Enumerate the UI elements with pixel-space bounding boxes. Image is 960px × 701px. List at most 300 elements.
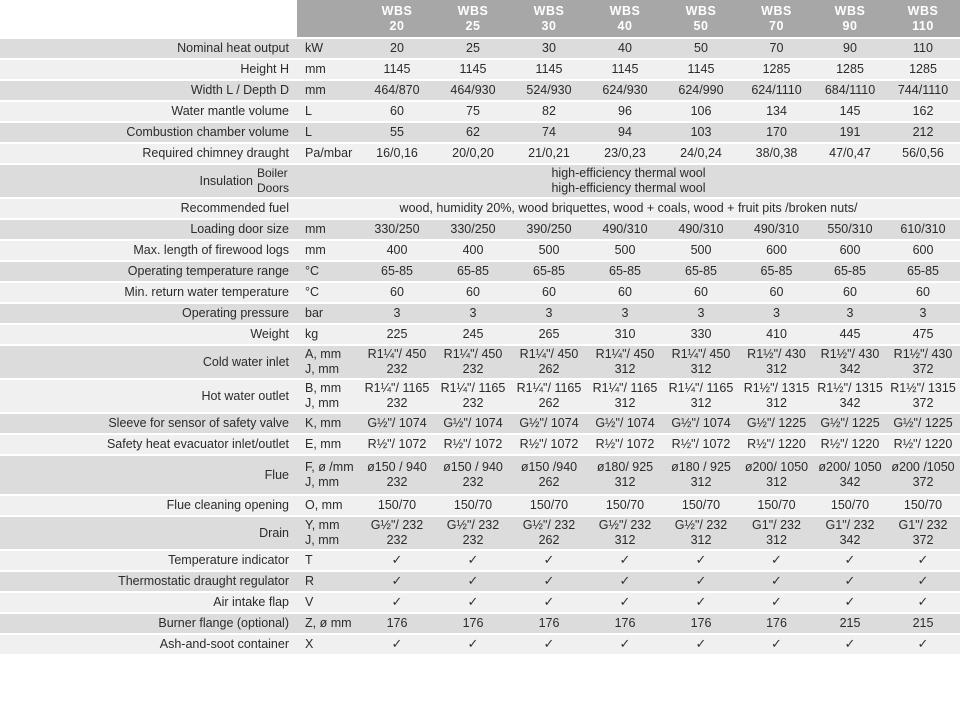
row-value xyxy=(511,517,587,551)
row-value: 330/250 xyxy=(359,220,435,241)
model-number: 50 xyxy=(693,18,709,33)
checkmark-icon: ✓ xyxy=(467,637,479,652)
row-value: 550/310 xyxy=(814,220,886,241)
row-value: 310 xyxy=(587,325,663,346)
row-value: 24/0,24 xyxy=(663,144,739,165)
row-value: 225 xyxy=(359,325,435,346)
row-value xyxy=(663,346,739,380)
spec-row xyxy=(0,456,960,496)
row-label: Drain xyxy=(0,517,297,551)
spec-row xyxy=(0,241,960,262)
checkmark-icon: ✓ xyxy=(771,574,782,589)
checkmark-icon: ✓ xyxy=(771,595,782,610)
value-line2: 312 xyxy=(766,362,787,376)
row-value xyxy=(663,551,739,572)
row-value: 500 xyxy=(663,241,739,262)
spec-row xyxy=(0,496,960,517)
row-value: 490/310 xyxy=(587,220,663,241)
row-value xyxy=(435,346,511,380)
checkmark-icon: ✓ xyxy=(844,553,856,568)
row-value: 1145 xyxy=(587,60,663,81)
row-value xyxy=(886,635,960,656)
row-value xyxy=(359,635,435,656)
row-value: 40 xyxy=(587,39,663,60)
model-header xyxy=(663,0,739,39)
row-label: Thermostatic draught regulator xyxy=(0,572,297,593)
row-value: 96 xyxy=(587,102,663,123)
row-label: Recommended fuel xyxy=(0,199,297,220)
row-value: 20/0,20 xyxy=(435,144,511,165)
row-value: 65-85 xyxy=(435,262,511,283)
model-series: WBS xyxy=(761,3,792,18)
row-value: 50 xyxy=(663,39,739,60)
model-series: WBS xyxy=(685,3,717,18)
insulation-boiler-label: Boiler xyxy=(256,166,288,180)
value-line2: 232 xyxy=(386,362,408,376)
row-value xyxy=(739,380,814,414)
row-value: 25 xyxy=(435,39,511,60)
row-value: 62 xyxy=(435,123,511,144)
checkmark-icon: ✓ xyxy=(391,553,403,568)
value-line2: 262 xyxy=(538,533,560,547)
row-value: 1285 xyxy=(814,60,886,81)
row-value: 74 xyxy=(511,123,587,144)
spec-row xyxy=(0,517,960,551)
value-line1: ø200/ 1050 xyxy=(744,460,809,474)
value-line1: R1¼"/ 1165 xyxy=(592,381,658,395)
row-value xyxy=(587,593,663,614)
value-line2: 312 xyxy=(690,362,712,376)
row-value: 410 xyxy=(739,325,814,346)
row-value: 330 xyxy=(663,325,739,346)
row-value: 65-85 xyxy=(739,262,814,283)
value-line2: 312 xyxy=(690,533,712,547)
value-line1: G1"/ 232 xyxy=(825,518,875,532)
header-blank-unit xyxy=(297,0,359,39)
checkmark-icon: ✓ xyxy=(391,595,403,610)
checkmark-icon: ✓ xyxy=(467,553,479,568)
row-unit: Pa/mbar xyxy=(297,144,359,165)
value-line1: R1½"/ 1315 xyxy=(890,381,956,395)
row-unit-line2: J, mm xyxy=(305,475,340,489)
row-label: Ash-and-soot container xyxy=(0,635,297,656)
value-line1: R1½"/ 1315 xyxy=(743,381,810,395)
row-value: 65-85 xyxy=(359,262,435,283)
value-line1: ø200/ 1050 xyxy=(818,460,882,474)
row-value: 60 xyxy=(739,283,814,304)
model-header xyxy=(587,0,663,39)
checkmark-icon: ✓ xyxy=(695,553,707,568)
row-value: 624/1110 xyxy=(739,81,814,102)
row-value: 500 xyxy=(587,241,663,262)
checkmark-icon: ✓ xyxy=(695,637,707,652)
value-line1: R1¼"/ 450 xyxy=(595,347,655,361)
row-value: 110 xyxy=(886,39,960,60)
value-line1: G½"/ 232 xyxy=(370,518,424,532)
spec-row xyxy=(0,165,960,199)
value-line1: ø180/ 925 xyxy=(596,460,654,474)
checkmark-icon: ✓ xyxy=(619,553,631,568)
row-value xyxy=(511,380,587,414)
spec-row xyxy=(0,435,960,456)
row-value xyxy=(739,517,814,551)
value-line2: 232 xyxy=(462,533,484,547)
row-value: 145 xyxy=(814,102,886,123)
model-header xyxy=(359,0,435,39)
value-line1: R1¼"/ 1165 xyxy=(516,381,582,395)
row-value: 56/0,56 xyxy=(886,144,960,165)
row-value: 1145 xyxy=(511,60,587,81)
row-value: R½"/ 1072 xyxy=(587,435,663,456)
model-header xyxy=(511,0,587,39)
value-line2: 312 xyxy=(690,396,712,410)
row-value: 245 xyxy=(435,325,511,346)
value-line2: 342 xyxy=(839,475,861,489)
row-value: 624/930 xyxy=(587,81,663,102)
row-value: 150/70 xyxy=(435,496,511,517)
value-line1: R1¼"/ 450 xyxy=(671,347,731,361)
row-value xyxy=(435,593,511,614)
model-series: WBS xyxy=(834,3,866,18)
row-value xyxy=(739,456,814,496)
row-value: 20 xyxy=(359,39,435,60)
row-value: 150/70 xyxy=(663,496,739,517)
value-line1: R1¼"/ 1165 xyxy=(440,381,506,395)
row-value: 464/930 xyxy=(435,81,511,102)
row-value xyxy=(814,456,886,496)
row-unit xyxy=(297,380,359,414)
row-unit-line2: J, mm xyxy=(305,396,340,410)
spec-row xyxy=(0,81,960,102)
value-line2: 372 xyxy=(912,533,934,547)
checkmark-icon: ✓ xyxy=(619,574,631,589)
row-label: Combustion chamber volume xyxy=(0,123,297,144)
checkmark-icon: ✓ xyxy=(619,637,631,652)
row-value: 265 xyxy=(511,325,587,346)
row-value: 464/870 xyxy=(359,81,435,102)
value-line2: 312 xyxy=(614,362,636,376)
row-value: G½"/ 1225 xyxy=(886,414,960,435)
checkmark-icon: ✓ xyxy=(917,637,929,652)
value-line2: 312 xyxy=(690,475,712,489)
value-line2: 232 xyxy=(462,475,484,489)
row-value: 212 xyxy=(886,123,960,144)
spec-row xyxy=(0,39,960,60)
row-value: 500 xyxy=(511,241,587,262)
row-unit: E, mm xyxy=(297,435,359,456)
model-number: 70 xyxy=(769,18,784,33)
row-value: 1285 xyxy=(886,60,960,81)
checkmark-icon: ✓ xyxy=(917,574,929,589)
spec-row xyxy=(0,60,960,81)
row-value: 150/70 xyxy=(886,496,960,517)
row-value xyxy=(587,456,663,496)
row-unit: mm xyxy=(297,220,359,241)
value-line1: ø150 / 940 xyxy=(443,460,503,474)
spec-row xyxy=(0,262,960,283)
insulation-label: Insulation xyxy=(199,173,253,188)
value-line1: ø200 /1050 xyxy=(891,460,955,474)
row-value: 60 xyxy=(663,283,739,304)
row-value xyxy=(359,517,435,551)
spec-row xyxy=(0,304,960,325)
value-line2: 312 xyxy=(614,533,636,547)
model-header xyxy=(886,0,960,39)
row-value: 400 xyxy=(435,241,511,262)
checkmark-icon: ✓ xyxy=(917,595,929,610)
row-value: R½"/ 1220 xyxy=(739,435,814,456)
row-value: 30 xyxy=(511,39,587,60)
row-value: 90 xyxy=(814,39,886,60)
row-value: 524/930 xyxy=(511,81,587,102)
row-value xyxy=(587,380,663,414)
row-value: G½"/ 1225 xyxy=(814,414,886,435)
row-value: 55 xyxy=(359,123,435,144)
model-header-row xyxy=(0,0,960,39)
row-value: 16/0,16 xyxy=(359,144,435,165)
row-value: 475 xyxy=(886,325,960,346)
row-value: 65-85 xyxy=(886,262,960,283)
row-value xyxy=(511,551,587,572)
row-unit: R xyxy=(297,572,359,593)
value-line1: ø150 / 940 xyxy=(367,460,427,474)
row-value: G½"/ 1074 xyxy=(435,414,511,435)
checkmark-icon: ✓ xyxy=(543,637,555,652)
value-line2: 232 xyxy=(462,396,484,410)
checkmark-icon: ✓ xyxy=(771,637,782,652)
row-value xyxy=(359,456,435,496)
row-value: 744/1110 xyxy=(886,81,960,102)
checkmark-icon: ✓ xyxy=(844,574,856,589)
row-value xyxy=(435,551,511,572)
row-value: 610/310 xyxy=(886,220,960,241)
row-label: Cold water inlet xyxy=(0,346,297,380)
row-value: R½"/ 1072 xyxy=(663,435,739,456)
row-value: 600 xyxy=(814,241,886,262)
value-line2: 232 xyxy=(462,362,484,376)
value-line2: 372 xyxy=(912,475,934,489)
row-unit-line1: A, mm xyxy=(305,347,342,361)
row-value: 106 xyxy=(663,102,739,123)
model-number: 20 xyxy=(389,18,405,33)
row-value xyxy=(886,551,960,572)
row-value xyxy=(739,593,814,614)
value-line1: R1½"/ 1315 xyxy=(817,381,883,395)
row-value: 3 xyxy=(587,304,663,325)
value-line2: 342 xyxy=(839,362,861,376)
row-value xyxy=(587,551,663,572)
row-label: Temperature indicator xyxy=(0,551,297,572)
spec-row xyxy=(0,325,960,346)
value-line1: R1¼"/ 450 xyxy=(519,347,579,361)
row-value: 162 xyxy=(886,102,960,123)
row-value: 1285 xyxy=(739,60,814,81)
value-line2: 232 xyxy=(386,475,408,489)
row-value: 3 xyxy=(359,304,435,325)
row-value xyxy=(663,572,739,593)
row-value xyxy=(511,456,587,496)
checkmark-icon: ✓ xyxy=(543,595,555,610)
row-value: R½"/ 1072 xyxy=(435,435,511,456)
row-value xyxy=(886,517,960,551)
row-value xyxy=(587,517,663,551)
row-value xyxy=(886,456,960,496)
value-line1: G½"/ 232 xyxy=(674,518,728,532)
model-header xyxy=(739,0,814,39)
row-unit: mm xyxy=(297,60,359,81)
row-value: G½"/ 1074 xyxy=(663,414,739,435)
row-label: Width L / Depth D xyxy=(0,81,297,102)
row-value xyxy=(739,572,814,593)
value-line1: G½"/ 232 xyxy=(598,518,652,532)
spec-row xyxy=(0,144,960,165)
row-value: 60 xyxy=(814,283,886,304)
spec-row xyxy=(0,283,960,304)
row-unit: K, mm xyxy=(297,414,359,435)
row-unit xyxy=(297,346,359,380)
row-value xyxy=(435,572,511,593)
row-value: 176 xyxy=(359,614,435,635)
checkmark-icon: ✓ xyxy=(543,574,555,589)
value-line2: 262 xyxy=(538,396,560,410)
row-label: Water mantle volume xyxy=(0,102,297,123)
row-value: 191 xyxy=(814,123,886,144)
spec-row xyxy=(0,346,960,380)
row-value: 94 xyxy=(587,123,663,144)
row-value xyxy=(359,572,435,593)
spec-row xyxy=(0,551,960,572)
spec-row xyxy=(0,614,960,635)
row-value: R½"/ 1072 xyxy=(511,435,587,456)
spec-row xyxy=(0,102,960,123)
row-value xyxy=(435,456,511,496)
row-value: 65-85 xyxy=(814,262,886,283)
value-line1: G1"/ 232 xyxy=(752,518,801,532)
row-value: 170 xyxy=(739,123,814,144)
value-line2: 262 xyxy=(538,475,560,489)
row-value xyxy=(886,593,960,614)
value-line2: 342 xyxy=(839,533,861,547)
row-value xyxy=(814,551,886,572)
row-value: 1145 xyxy=(359,60,435,81)
row-value: 60 xyxy=(435,283,511,304)
row-unit: Z, ø mm xyxy=(297,614,359,635)
row-unit: kg xyxy=(297,325,359,346)
row-value xyxy=(886,380,960,414)
row-value xyxy=(886,346,960,380)
row-value xyxy=(587,635,663,656)
row-value xyxy=(663,517,739,551)
row-value xyxy=(739,551,814,572)
value-line1: R1½"/ 430 xyxy=(893,347,953,361)
model-header xyxy=(814,0,886,39)
row-label: Min. return water temperature xyxy=(0,283,297,304)
insulation-values xyxy=(297,165,960,199)
row-value: 624/990 xyxy=(663,81,739,102)
row-value: 3 xyxy=(663,304,739,325)
checkmark-icon: ✓ xyxy=(771,553,782,568)
row-value xyxy=(359,551,435,572)
row-label: Max. length of firewood logs xyxy=(0,241,297,262)
row-value: 176 xyxy=(511,614,587,635)
row-label xyxy=(0,165,297,199)
value-line1: R1¼"/ 1165 xyxy=(364,381,430,395)
row-label: Operating temperature range xyxy=(0,262,297,283)
row-value: 60 xyxy=(886,283,960,304)
row-value xyxy=(814,380,886,414)
row-value: 75 xyxy=(435,102,511,123)
header-blank xyxy=(0,0,297,39)
row-label: Sleeve for sensor of safety valve xyxy=(0,414,297,435)
row-value: 1145 xyxy=(435,60,511,81)
row-value: 150/70 xyxy=(814,496,886,517)
checkmark-icon: ✓ xyxy=(844,637,856,652)
checkmark-icon: ✓ xyxy=(467,595,479,610)
checkmark-icon: ✓ xyxy=(543,553,555,568)
value-line2: 232 xyxy=(386,533,408,547)
row-value: 390/250 xyxy=(511,220,587,241)
row-label: Flue cleaning opening xyxy=(0,496,297,517)
value-line2: 232 xyxy=(386,396,408,410)
row-value: 150/70 xyxy=(739,496,814,517)
checkmark-icon: ✓ xyxy=(844,595,856,610)
value-line1: G½"/ 232 xyxy=(446,518,500,532)
value-line2: 342 xyxy=(839,396,861,410)
row-value xyxy=(587,346,663,380)
row-value: 3 xyxy=(511,304,587,325)
row-unit-line1: Y, mm xyxy=(305,518,340,532)
row-value xyxy=(814,635,886,656)
row-value: 70 xyxy=(739,39,814,60)
row-value: 103 xyxy=(663,123,739,144)
spec-row xyxy=(0,199,960,220)
value-line2: 312 xyxy=(766,533,787,547)
row-value: 600 xyxy=(886,241,960,262)
spec-row xyxy=(0,593,960,614)
row-label: Weight xyxy=(0,325,297,346)
insulation-boiler-value: high-efficiency thermal wool xyxy=(551,166,706,180)
row-value: 65-85 xyxy=(663,262,739,283)
checkmark-icon: ✓ xyxy=(391,574,403,589)
model-series: WBS xyxy=(907,3,939,18)
value-line1: ø150 /940 xyxy=(520,460,578,474)
row-value: G½"/ 1074 xyxy=(511,414,587,435)
row-value: 3 xyxy=(814,304,886,325)
row-unit xyxy=(297,517,359,551)
row-unit-line1: F, ø /mm xyxy=(305,460,354,474)
row-value: 600 xyxy=(739,241,814,262)
spec-body xyxy=(0,39,960,656)
row-value xyxy=(511,572,587,593)
row-value: G½"/ 1074 xyxy=(359,414,435,435)
spec-row xyxy=(0,414,960,435)
row-value xyxy=(435,380,511,414)
value-line2: 312 xyxy=(614,475,636,489)
row-label: Air intake flap xyxy=(0,593,297,614)
model-series: WBS xyxy=(609,3,641,18)
row-value: 150/70 xyxy=(587,496,663,517)
value-line2: 262 xyxy=(538,362,560,376)
model-number: 25 xyxy=(465,18,481,33)
row-value xyxy=(814,572,886,593)
row-unit: L xyxy=(297,102,359,123)
row-value: 60 xyxy=(359,283,435,304)
model-number: 110 xyxy=(912,18,934,33)
row-value xyxy=(814,593,886,614)
row-value: G½"/ 1225 xyxy=(739,414,814,435)
insulation-doors-value: high-efficiency thermal wool xyxy=(551,181,706,195)
value-line1: R1½"/ 430 xyxy=(747,347,806,361)
